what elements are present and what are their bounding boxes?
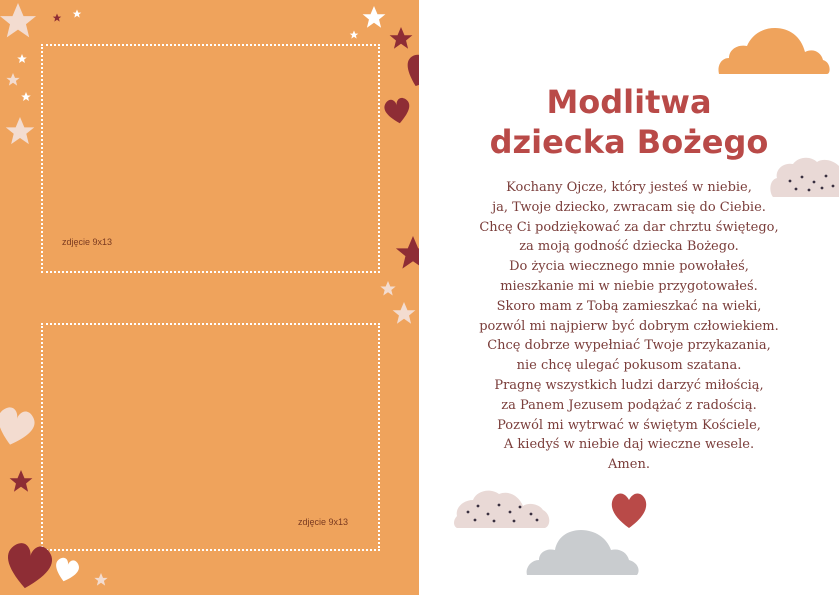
prayer-line: mieszkanie mi w niebie przygotowałeś. — [500, 278, 758, 294]
prayer-title-line1: Modlitwa — [546, 83, 712, 121]
heart-icon — [0, 405, 37, 449]
prayer-line: Pozwól mi wytrwać w świętym Kościele, — [497, 417, 761, 433]
prayer-line: ja, Twoje dziecko, zwracam się do Ciebie. — [492, 199, 766, 215]
prayer-line: za moją godność dziecka Bożego. — [519, 239, 739, 255]
left-page — [0, 0, 419, 595]
cloud-icon — [718, 28, 829, 74]
prayer-line: Skoro mam z Tobą zamieszkać na wieki, — [496, 298, 762, 314]
prayer-line: A kiedyś w niebie daj wieczne wesele. — [503, 437, 755, 453]
photo-caption-bottom: zdjęcie 9x13 — [298, 517, 349, 527]
prayer-line: Chcę Ci podziękować za dar chrztu świętego, — [479, 219, 779, 235]
heart-icon — [383, 97, 412, 126]
prayer-line: Amen. — [608, 457, 650, 473]
cloud-icon — [454, 491, 549, 528]
star-icon — [53, 14, 62, 22]
prayer-line: pozwól mi najpierw być dobrym człowiekiem. — [479, 318, 779, 334]
cloud-icon — [527, 530, 639, 575]
star-icon — [396, 236, 419, 269]
star-icon — [380, 281, 395, 295]
star-icon — [94, 573, 107, 586]
left-decorations — [0, 0, 419, 595]
star-icon — [6, 117, 35, 144]
right-page — [419, 0, 839, 595]
star-icon — [73, 10, 82, 18]
prayer-line: za Panem Jezusem podążać z radością. — [501, 397, 757, 413]
prayer-line: Pragnę wszystkich ludzi darzyć miłością, — [494, 377, 764, 393]
photo-caption-top: zdjęcie 9x13 — [62, 237, 113, 247]
star-icon — [0, 3, 36, 37]
prayer-title-line2: dziecka Bożego — [489, 123, 769, 161]
star-icon — [6, 73, 19, 86]
prayer-line: Do życia wiecznego mnie powołałeś, — [509, 259, 749, 275]
star-icon — [390, 27, 413, 49]
prayer-line: nie chcę ulegać pokusom szatana. — [516, 358, 742, 374]
prayer-line: Kochany Ojcze, który jesteś w niebie, — [506, 180, 752, 195]
star-icon — [363, 6, 386, 28]
star-icon — [17, 54, 27, 63]
heart-icon — [3, 541, 54, 592]
heart-icon — [52, 556, 80, 584]
prayer-line: Chcę dobrze wypełniać Twoje przykazania, — [487, 338, 771, 354]
star-icon — [10, 470, 33, 492]
heart-icon — [401, 52, 419, 91]
right-decorations — [419, 0, 839, 595]
star-icon — [393, 302, 416, 324]
star-icon — [350, 31, 359, 39]
star-icon — [21, 92, 31, 101]
cloud-icon — [770, 158, 839, 197]
heart-icon — [612, 493, 646, 528]
